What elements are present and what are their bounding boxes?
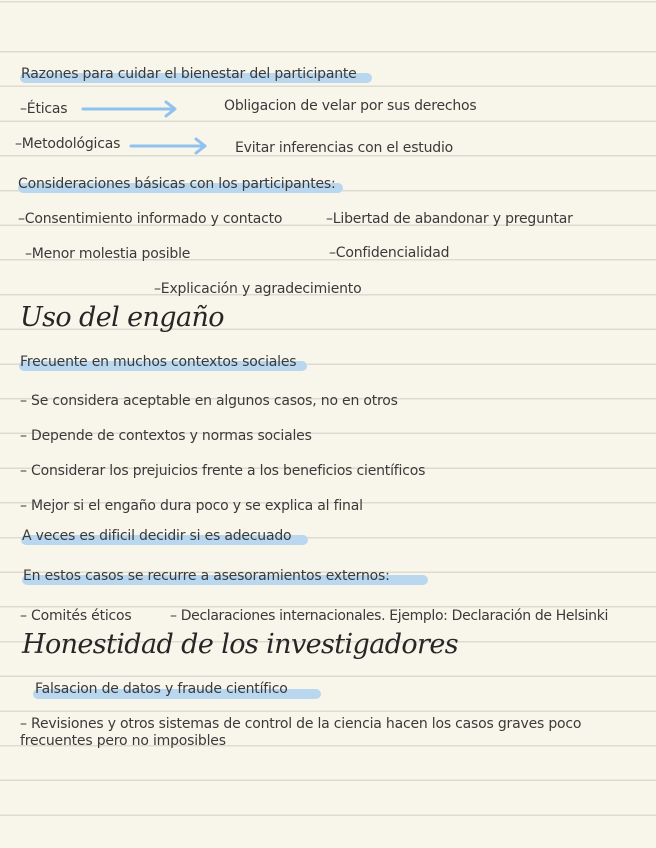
subheading-frecuente: Frecuente en muchos contextos sociales [20, 354, 297, 370]
subheading-falsacion: Falsacion de datos y fraude científico [35, 681, 288, 697]
title-uso-del-engano: Uso del engaño [20, 302, 224, 333]
metodologicas-label: –Metodológicas [15, 136, 121, 152]
subheading-asesoramientos: En estos casos se recurre a asesoramientos externos: [23, 568, 390, 584]
item-declaraciones: – Declaraciones internacionales. Ejemplo: Declaración de Helsinki [170, 608, 609, 624]
item-confidencialidad: –Confidencialidad [329, 245, 450, 261]
right-arrow-icon [128, 136, 210, 156]
bullet-prejuicios: – Considerar los prejuicios frente a los beneficios científicos [20, 463, 426, 479]
bullet-depende: – Depende de contextos y normas sociales [20, 428, 312, 444]
item-libertad: –Libertad de abandonar y preguntar [326, 211, 573, 227]
section-heading-reasons: Razones para cuidar el bienestar del participante [21, 66, 357, 82]
item-comites: – Comités éticos [20, 608, 132, 624]
right-arrow-icon [80, 99, 180, 119]
item-consentimiento: –Consentimiento informado y contacto [18, 211, 283, 227]
subheading-dificil: A veces es dificil decidir si es adecuado [22, 528, 292, 544]
eticas-label: –Éticas [20, 101, 68, 117]
bullet-mejor: – Mejor si el engaño dura poco y se explica al final [20, 498, 363, 514]
eticas-result: Obligacion de velar por sus derechos [224, 98, 477, 114]
paragraph-revisiones: – Revisiones y otros sistemas de control de la ciencia hacen los casos graves poco frecuentes pero no imposibles [20, 716, 582, 749]
bullet-aceptable: – Se considera aceptable en algunos casos, no en otros [20, 393, 398, 409]
section-heading-considerations: Consideraciones básicas con los participantes: [18, 176, 336, 192]
item-menor-molestia: –Menor molestia posible [25, 246, 191, 262]
item-explicacion: –Explicación y agradecimiento [154, 281, 362, 297]
metodologicas-result: Evitar inferencias con el estudio [235, 140, 453, 156]
title-honestidad: Honestidad de los investigadores [22, 629, 458, 660]
